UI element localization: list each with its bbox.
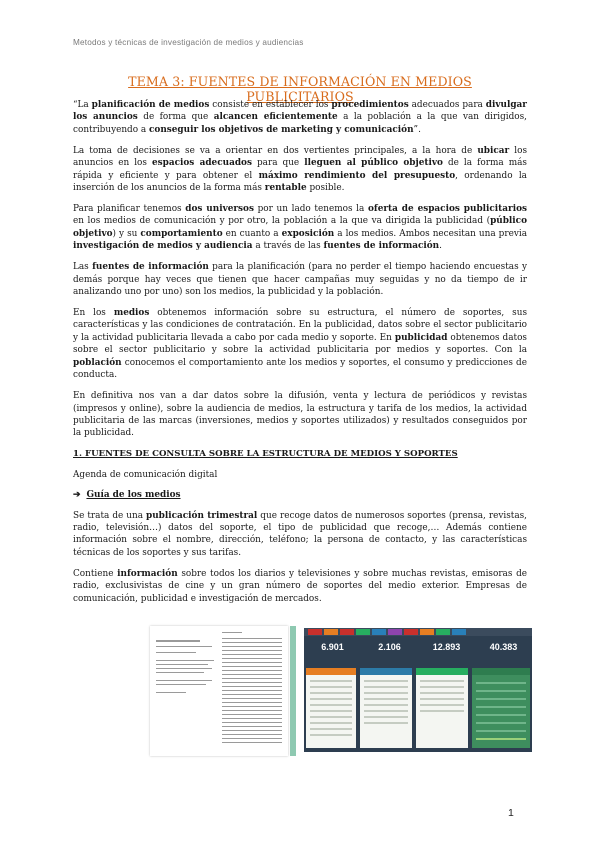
guide-label: Guía de los medios <box>86 490 181 501</box>
text-run: conocemos el comportamiento ante los medios y soportes, el consumo y predicciones de conducta. <box>73 357 527 381</box>
bold-text: máximo rendimiento del presupuesto <box>258 170 456 181</box>
document-body <box>73 99 527 614</box>
bold-text: planificación de medios <box>91 100 210 110</box>
website-panel <box>306 668 356 748</box>
website-panel <box>416 668 468 748</box>
text-run: . <box>439 241 442 252</box>
website-screenshot-image <box>304 628 532 752</box>
subheading: Agenda de comunicación digital <box>73 469 218 480</box>
stat-box: 40.383 <box>489 642 518 652</box>
guide-document-image <box>150 626 288 756</box>
text-run: en cuanto a <box>222 228 282 239</box>
bold-text: alcancen eficientemente <box>213 112 338 123</box>
bold-text: población <box>73 357 122 368</box>
website-stats <box>304 640 532 664</box>
website-panel <box>472 668 530 748</box>
paragraph <box>73 145 527 195</box>
text-run: ) y su <box>112 228 141 239</box>
text-run: a los medios. Ambos necesitan una previa <box>334 228 527 239</box>
text-run: Se trata de una <box>73 510 147 521</box>
bold-text: medios <box>113 308 150 319</box>
bold-text: espacios adecuados <box>152 158 252 169</box>
text-run: obtenemos datos sobre el sector publicitario y sobre la actividad publicitaria por medios y soportes. Con la <box>73 332 527 356</box>
bold-text: lleguen al público objetivo <box>304 158 443 169</box>
bold-text: comportamiento <box>140 228 223 239</box>
bold-text: procedimientos <box>331 100 409 110</box>
bold-text: conseguir los objetivos de marketing y comunicación <box>149 124 414 135</box>
text-run: Las <box>73 262 93 273</box>
page-number: 1 <box>508 807 514 819</box>
text-run: adecuados para <box>408 100 486 110</box>
text-run: de forma que <box>137 112 214 123</box>
text-run: obtenemos información sobre su estructura, el número de soportes, sus características y las condiciones de contratación. En la publicidad, datos sobre el sector publicitario y la actividad publicitaria llevada a cabo por cada medio y soporte. En <box>73 308 528 343</box>
image-divider <box>290 626 296 756</box>
stat-box: 12.893 <box>432 642 461 652</box>
text-run: posible. <box>306 183 345 194</box>
paragraph <box>73 390 527 440</box>
bold-text: exposición <box>281 228 335 239</box>
text-run: para que <box>251 158 305 169</box>
text-run: “La <box>73 100 92 110</box>
paragraph <box>73 261 527 298</box>
text-run: de la forma más rápida y eficiente y para obtener el <box>73 158 527 181</box>
text-run: por un lado tenemos la <box>253 204 368 215</box>
bold-text: ubicar <box>477 145 510 156</box>
text-run: Contiene <box>73 568 118 579</box>
text-run: a través de las <box>252 241 324 252</box>
text-run: Para planificar tenemos <box>73 204 186 215</box>
website-menubar <box>304 628 532 636</box>
text-run: consiste en establecer los <box>209 100 332 110</box>
bold-text: fuentes de información <box>323 241 440 252</box>
text-run: ”. <box>413 124 421 135</box>
bold-text: público objetivo <box>73 216 527 239</box>
bold-text: información <box>117 568 178 579</box>
bold-text: publicidad <box>394 332 448 343</box>
text-run: los anuncios en los <box>73 145 527 169</box>
bold-text: investigación de medios y audiencia <box>73 241 253 252</box>
text-run: En los <box>73 308 114 319</box>
paragraph <box>73 307 527 381</box>
stat-box: 6.901 <box>321 642 344 652</box>
text-run: En definitiva nos van a dar datos sobre la difusión, venta y lectura de periódicos y revistas (impresos y online), sobre la audiencia de medios, la estructura y tarifa de los medios, la actividad publicitaria de las marcas (inversiones, medios y soportes utilizados) y resultados conseguidos por la publicidad. <box>73 391 527 439</box>
section-heading: 1. FUENTES DE CONSULTA SOBRE LA ESTRUCTURA DE MEDIOS Y SOPORTES <box>73 449 458 460</box>
paragraph <box>73 203 527 253</box>
bold-text: oferta de espacios publicitarios <box>367 204 527 215</box>
paragraph <box>73 99 527 136</box>
illustration-row <box>150 626 535 756</box>
text-run: sobre todos los diarios y televisiones y sobre muchas revistas, emisoras de radio, exclusivistas de cine y un gran número de soportes del medio exterior. Empresas de comunicación, publicidad e investigación de mercados. <box>73 568 527 604</box>
text-run: para la planificación (para no perder el tiempo haciendo encuestas y demás porque hay veces que tienen que hacer campañas muy seguidas y no da tiempo de ir analizando uno por uno) son los medios, la publicidad y la población. <box>73 262 527 298</box>
bold-text: dos universos <box>185 204 254 215</box>
running-header: Metodos y técnicas de investigación de medios y audiencias <box>73 38 304 47</box>
page-title: TEMA 3: FUENTES DE INFORMACIÓN EN MEDIOS PUBLICITARIOS <box>128 74 472 104</box>
text-run: , ordenando la inserción de los anuncios de la forma más <box>73 170 527 194</box>
website-panel <box>360 668 412 748</box>
paragraph <box>73 510 527 560</box>
bold-text: fuentes de información <box>92 262 209 273</box>
text-run: en los medios de comunicación y por otro, la población a la que va dirigida la publicidad ( <box>73 216 491 227</box>
stat-box: 2.106 <box>378 642 401 652</box>
text-run: a la población a la que van dirigidos, contribuyendo a <box>73 112 527 135</box>
bold-text: rentable <box>264 183 307 194</box>
text-run: que recoge datos de numerosos soportes (prensa, revistas, radio, televisión…) datos del soporte, el tipo de publicidad que recoge,… Además contiene información sobre el nombre, dirección, teléfono; la persona de contacto, y las características técnicas de los soportes y sus tarifas. <box>73 510 528 558</box>
bold-text: publicación trimestral <box>146 510 258 521</box>
guide-heading <box>73 489 527 501</box>
bold-text: divulgar los anuncios <box>73 100 527 123</box>
paragraph <box>73 568 527 605</box>
text-run: La toma de decisiones se va a orientar en dos vertientes principales, a la hora de <box>73 145 478 156</box>
arrow-icon: ➔ <box>73 490 81 501</box>
